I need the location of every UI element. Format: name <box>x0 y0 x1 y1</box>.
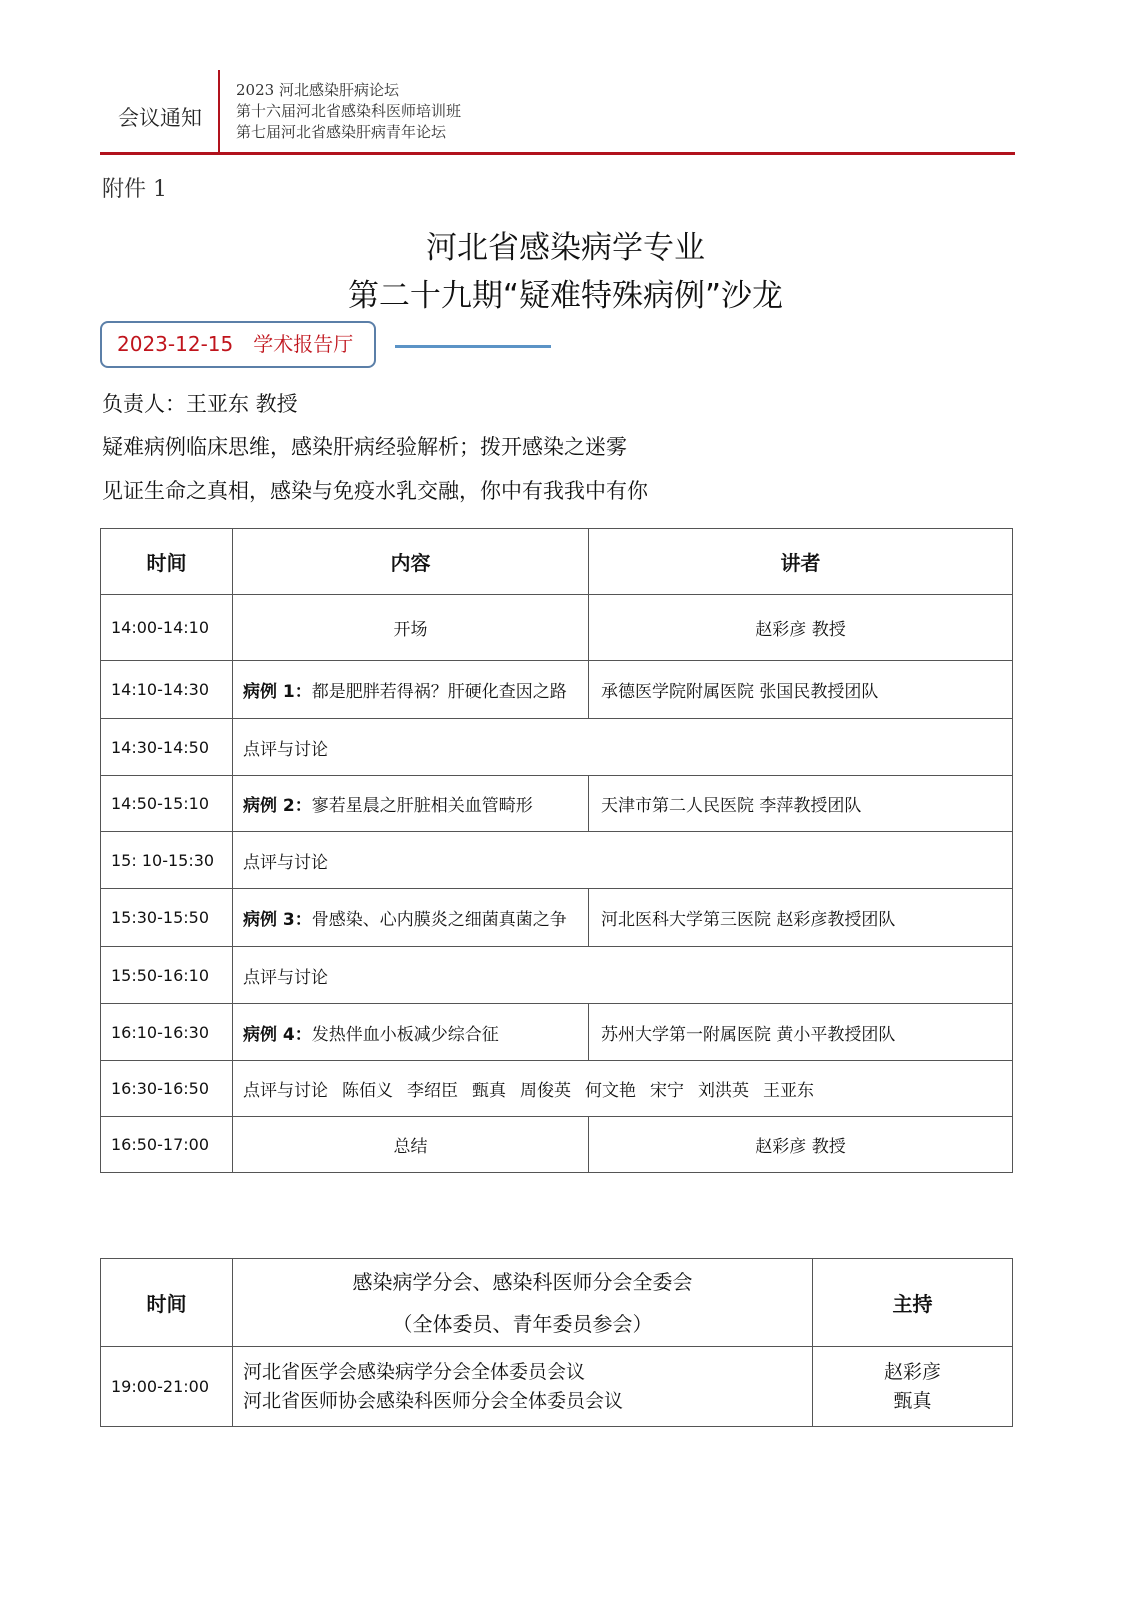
case-label: 病例 1： <box>243 682 312 702</box>
meeting-item: 河北省医师协会感染科医师分会全体委员会议 <box>243 1389 624 1412</box>
panel-member: 王亚东 <box>763 1081 814 1101</box>
header-speaker: 讲者 <box>589 529 1013 595</box>
row-speaker: 苏州大学第一附属医院 黄小平教授团队 <box>589 1004 1013 1061</box>
meeting-host: 赵彩彦 <box>883 1360 941 1383</box>
row-time: 16:10-16:30 <box>101 1004 233 1061</box>
table-header-row <box>101 529 1013 595</box>
panel-member: 陈佰义 <box>342 1081 393 1101</box>
table-row <box>101 719 1013 776</box>
row-time: 14:50-15:10 <box>101 776 233 832</box>
slogan-line-2: 见证生命之真相，感染与免疫水乳交融，你中有我我中有你 <box>102 479 648 503</box>
case-label: 病例 2： <box>243 796 312 816</box>
panel-member: 周俊英 <box>520 1081 571 1101</box>
panel-member: 刘洪英 <box>698 1081 749 1101</box>
panel-member: 何文艳 <box>585 1081 636 1101</box>
meeting-hosts <box>813 1347 1013 1427</box>
responsible-person: 负责人：王亚东 教授 <box>102 392 298 416</box>
header-content: 内容 <box>233 529 589 595</box>
row-time: 15: 10-15:30 <box>101 832 233 889</box>
row-time: 16:30-16:50 <box>101 1061 233 1117</box>
header-divider <box>218 70 220 154</box>
committee-meeting-table <box>100 1258 1013 1427</box>
row-time: 14:10-14:30 <box>101 661 233 719</box>
row-content <box>233 889 589 947</box>
attachment-label: 附件 1 <box>102 177 167 202</box>
row-content <box>233 1004 589 1061</box>
page-title-line1: 河北省感染病学专业 <box>426 230 705 266</box>
row-content: 总结 <box>233 1117 589 1173</box>
row-time: 14:30-14:50 <box>101 719 233 776</box>
row-speaker: 承德医学院附属医院 张国民教授团队 <box>589 661 1013 719</box>
meeting-title-line1: 感染病学分会、感染科医师分会全委会 <box>352 1269 693 1294</box>
header-line: 第十六届河北省感染科医师培训班 <box>236 102 462 120</box>
table-row <box>101 832 1013 889</box>
decorative-rule <box>395 345 551 348</box>
page-title-line2: 第二十九期“疑难特殊病例”沙龙 <box>347 278 784 314</box>
table-row <box>101 889 1013 947</box>
slogan-line-1: 疑难病例临床思维，感染肝病经验解析；拨开感染之迷雾 <box>102 435 627 459</box>
case-label: 病例 4： <box>243 1024 312 1045</box>
schedule-table <box>100 528 1013 1173</box>
row-review: 点评与讨论 <box>243 1081 328 1101</box>
table-row <box>101 1061 1013 1117</box>
case-label: 病例 3： <box>243 910 312 930</box>
row-content: 开场 <box>233 595 589 661</box>
row-time: 15:50-16:10 <box>101 947 233 1004</box>
row-speaker: 河北医科大学第三医院 赵彩彦教授团队 <box>589 889 1013 947</box>
header-label: 会议通知 <box>118 106 202 130</box>
table-row <box>101 1117 1013 1173</box>
meeting-item: 河北省医学会感染病学分会全体委员会议 <box>243 1360 586 1383</box>
row-speaker: 赵彩彦 教授 <box>589 595 1013 661</box>
panel-member: 李绍臣 <box>407 1081 458 1101</box>
case-title: 寥若星晨之肝脏相关血管畸形 <box>311 796 533 816</box>
meeting-host: 甄真 <box>893 1389 932 1412</box>
case-title: 都是肥胖若得祸？肝硬化查因之路 <box>311 682 567 702</box>
header-line: 第七届河北省感染肝病青年论坛 <box>236 123 447 141</box>
date-venue-box <box>100 321 376 368</box>
table-row <box>101 776 1013 832</box>
panel-member: 宋宁 <box>650 1081 684 1101</box>
row-review: 点评与讨论 <box>233 832 1013 889</box>
table-row <box>101 661 1013 719</box>
row-time: 15:30-15:50 <box>101 889 233 947</box>
event-date: 2023-12-15 <box>117 332 234 356</box>
header-line: 2023 河北感染肝病论坛 <box>236 81 399 99</box>
row-time: 16:50-17:00 <box>101 1117 233 1173</box>
table-row <box>101 1004 1013 1061</box>
meeting-title <box>233 1259 813 1347</box>
table-row <box>101 947 1013 1004</box>
panel-member: 甄真 <box>472 1081 506 1101</box>
meeting-title-line2: （全体委员、青年委员参会） <box>392 1311 653 1336</box>
header-time: 时间 <box>101 529 233 595</box>
header-host: 主持 <box>813 1259 1013 1347</box>
row-content <box>233 661 589 719</box>
table-row <box>101 1347 1013 1427</box>
row-review-panel <box>233 1061 1013 1117</box>
table-row <box>101 595 1013 661</box>
header-rule <box>100 152 1015 155</box>
row-speaker: 赵彩彦 教授 <box>589 1117 1013 1173</box>
meeting-time: 19:00-21:00 <box>101 1347 233 1427</box>
meeting-items <box>233 1347 813 1427</box>
event-venue: 学术报告厅 <box>253 332 354 356</box>
row-time: 14:00-14:10 <box>101 595 233 661</box>
page-header <box>100 70 1015 158</box>
row-review: 点评与讨论 <box>233 947 1013 1004</box>
row-review: 点评与讨论 <box>233 719 1013 776</box>
case-title: 骨感染、心内膜炎之细菌真菌之争 <box>311 910 567 930</box>
row-speaker: 天津市第二人民医院 李萍教授团队 <box>589 776 1013 832</box>
case-title: 发热伴血小板减少综合征 <box>311 1024 499 1045</box>
row-content <box>233 776 589 832</box>
table-header-row <box>101 1259 1013 1347</box>
header-lines <box>236 80 461 143</box>
header-time: 时间 <box>101 1259 233 1347</box>
